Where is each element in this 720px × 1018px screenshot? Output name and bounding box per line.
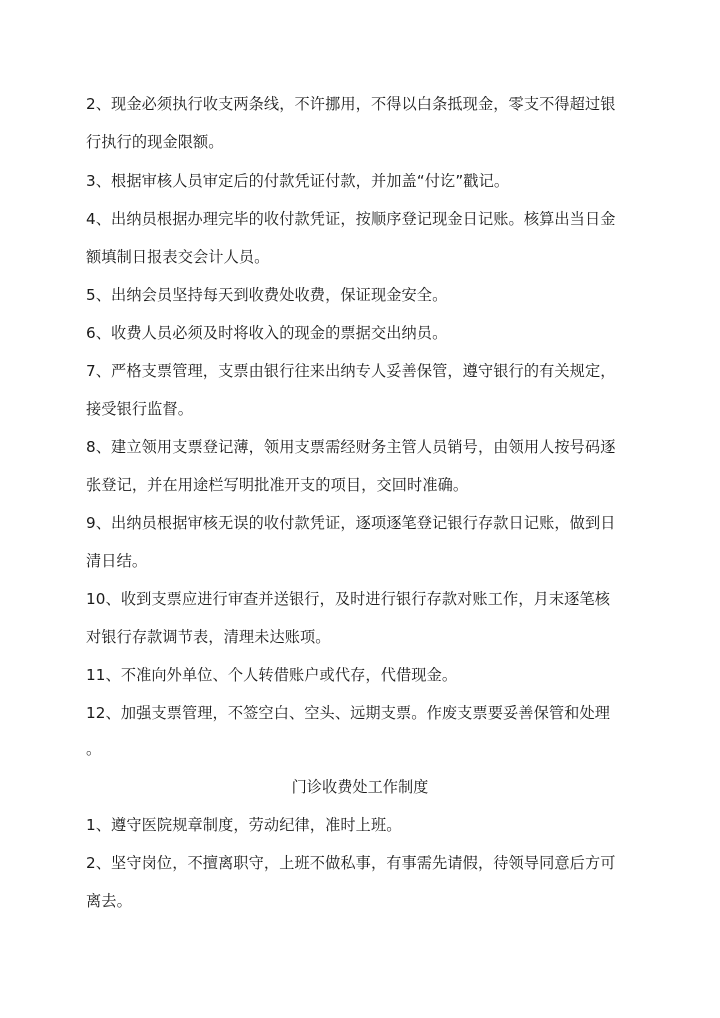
text-line: 4、出纳员根据办理完毕的收付款凭证，按顺序登记现金日记账。核算出当日金 bbox=[86, 210, 616, 228]
text-line: 张登记，并在用途栏写明批准开支的项目，交回时准确。 bbox=[86, 476, 469, 494]
text-line: 2、现金必须执行收支两条线，不许挪用，不得以白条抵现金，零支不得超过银 bbox=[86, 95, 616, 113]
text-line: 5、出纳会员坚持每天到收费处收费，保证现金安全。 bbox=[86, 286, 448, 304]
section-title: 门诊收费处工作制度 bbox=[291, 778, 429, 796]
text-line: 10、收到支票应进行审查并送银行，及时进行银行存款对账工作，月末逐笔核 bbox=[86, 590, 611, 608]
text-line: 6、收费人员必须及时将收入的现金的票据交出纳员。 bbox=[86, 324, 448, 342]
text-line: 1、遵守医院规章制度，劳动纪律，准时上班。 bbox=[86, 816, 402, 834]
text-line: 7、严格支票管理，支票由银行往来出纳专人妥善保管，遵守银行的有关规定， bbox=[86, 362, 616, 380]
text-line: 离去。 bbox=[86, 892, 132, 910]
text-line: 3、根据审核人员审定后的付款凭证付款，并加盖“付讫”戳记。 bbox=[86, 172, 510, 190]
text-line: 清日结。 bbox=[86, 552, 148, 570]
text-line: 12、加强支票管理，不签空白、空头、远期支票。作废支票要妥善保管和处理 bbox=[86, 704, 611, 722]
text-line: 2、坚守岗位，不擅离职守，上班不做私事，有事需先请假，待领导同意后方可 bbox=[86, 854, 616, 872]
text-line: 8、建立领用支票登记薄，领用支票需经财务主管人员销号，由领用人按号码逐 bbox=[86, 438, 616, 456]
text-line: 11、不准向外单位、个人转借账户或代存，代借现金。 bbox=[86, 666, 458, 684]
text-line: 。 bbox=[86, 740, 102, 758]
text-line: 接受银行监督。 bbox=[86, 400, 194, 418]
text-line: 行执行的现金限额。 bbox=[86, 133, 224, 151]
text-line: 9、出纳员根据审核无误的收付款凭证，逐项逐笔登记银行存款日记账，做到日 bbox=[86, 514, 616, 532]
text-line: 额填制日报表交会计人员。 bbox=[86, 248, 270, 266]
text-line: 对银行存款调节表，清理未达账项。 bbox=[86, 628, 331, 646]
